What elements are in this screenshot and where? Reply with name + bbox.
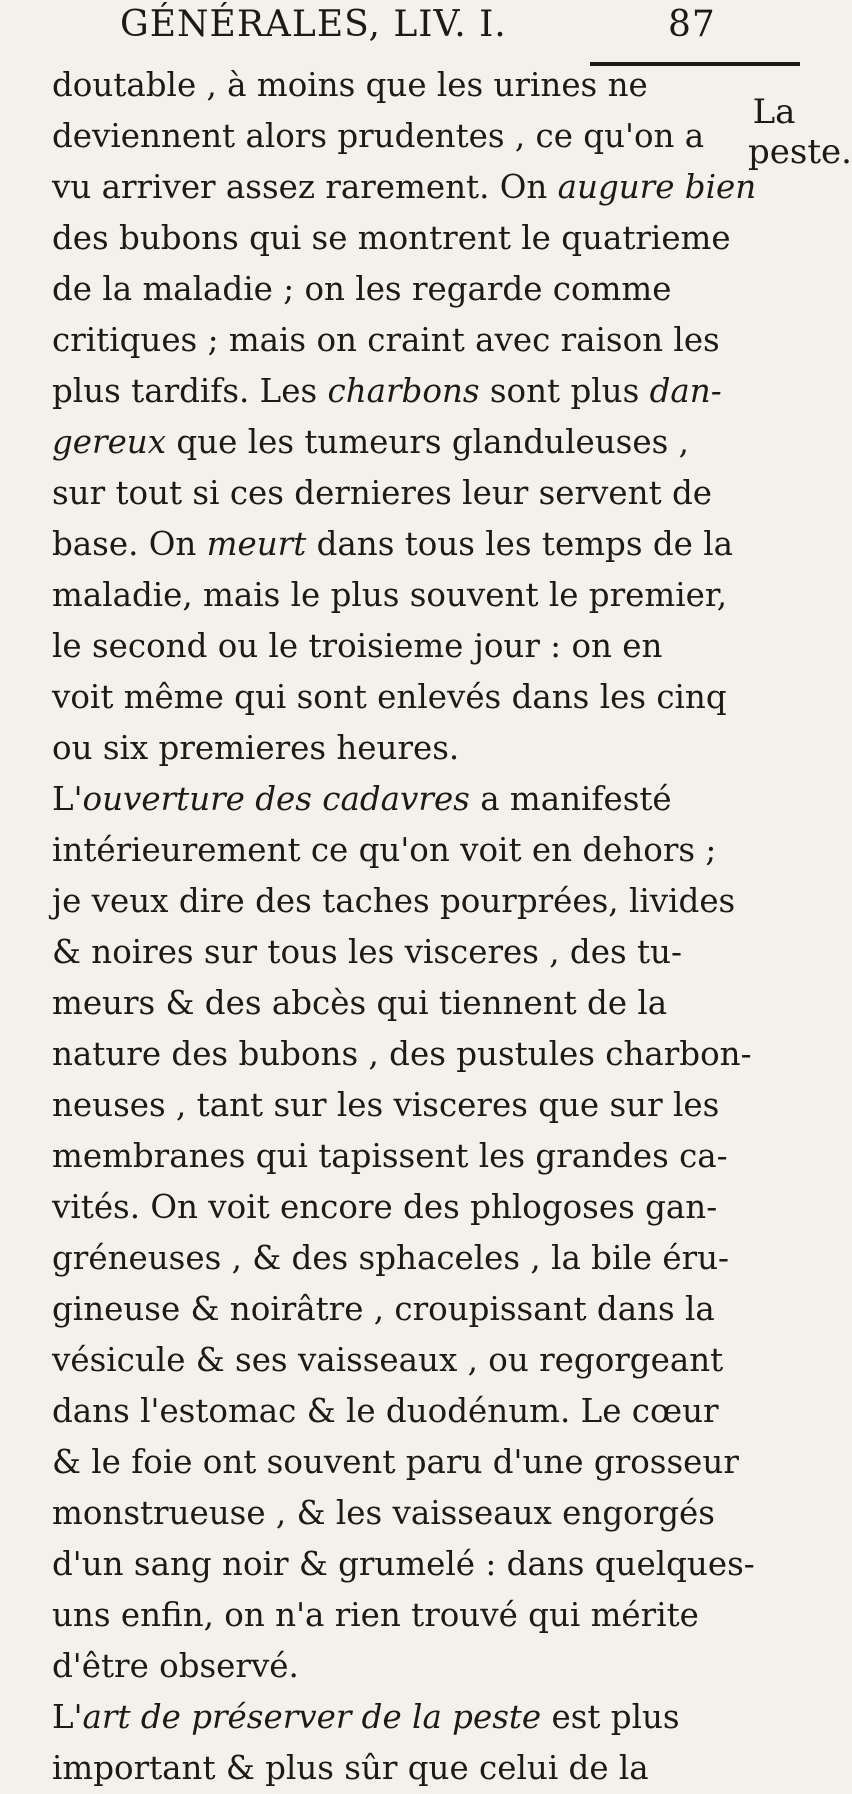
text-line — [52, 570, 800, 621]
text-run: des bubons qui se montrent le quatrieme — [52, 219, 731, 257]
text-run: a manifesté — [469, 780, 672, 818]
text-line — [52, 1743, 800, 1794]
text-run: maladie, mais le plus souvent le premier, — [52, 576, 728, 614]
body-text — [52, 60, 852, 1794]
text-run: base. On — [52, 525, 207, 563]
text-line — [52, 1182, 800, 1233]
text-run: sont plus — [479, 372, 650, 410]
text-run: voit même qui sont enlevés dans les cinq — [52, 678, 727, 716]
text-line — [52, 1131, 800, 1182]
text-run: intérieurement ce qu'on voit en dehors ; — [52, 831, 717, 869]
text-line — [52, 213, 800, 264]
text-run: nature des bubons , des pustules charbon- — [52, 1035, 752, 1073]
text-run: le second ou le troisieme jour : on en — [52, 627, 663, 665]
text-run: charbons — [327, 372, 480, 410]
text-run: plus tardifs. Les — [52, 372, 328, 410]
text-line — [52, 1488, 800, 1539]
text-run: est plus — [541, 1698, 680, 1736]
text-run: que les tumeurs glanduleuses , — [166, 423, 689, 461]
text-run: dan- — [649, 372, 722, 410]
text-run: vésicule & ses vaisseaux , ou regorgeant — [52, 1341, 724, 1379]
text-run: neuses , tant sur les visceres que sur les — [52, 1086, 720, 1124]
text-run: sur tout si ces dernieres leur servent de — [52, 474, 713, 512]
text-run: gineuse & noirâtre , croupissant dans la — [52, 1290, 715, 1328]
text-line — [52, 1335, 800, 1386]
text-line — [52, 366, 800, 417]
text-line — [52, 315, 800, 366]
text-run: monstrueuse , & les vaisseaux engorgés — [52, 1494, 715, 1532]
text-run: augure bien — [557, 168, 757, 206]
text-run: ouverture des cadavres — [82, 780, 470, 818]
text-line — [52, 111, 800, 162]
text-run: meurt — [206, 525, 307, 563]
text-line — [52, 1386, 800, 1437]
text-line — [52, 1437, 800, 1488]
text-line — [52, 774, 800, 825]
text-line — [52, 417, 800, 468]
text-line — [52, 1080, 800, 1131]
text-run: meurs & des abcès qui tiennent de la — [52, 984, 668, 1022]
text-run: important & plus sûr que celui de la — [52, 1749, 649, 1787]
text-line — [52, 723, 800, 774]
text-line — [52, 60, 800, 111]
text-line — [52, 978, 800, 1029]
text-line — [52, 519, 800, 570]
text-line — [52, 1539, 800, 1590]
text-line — [52, 1641, 800, 1692]
margin-note: La peste. — [748, 92, 852, 172]
text-run: dans l'estomac & le duodénum. Le cœur — [52, 1392, 719, 1430]
text-run: gereux — [52, 423, 167, 461]
text-run: dans tous les temps de la — [306, 525, 733, 563]
text-run: d'être observé. — [52, 1647, 299, 1685]
text-line — [52, 927, 800, 978]
text-line — [52, 468, 800, 519]
text-run: gréneuses , & des sphaceles , la bile éru- — [52, 1239, 730, 1277]
text-line — [52, 1233, 800, 1284]
text-line — [52, 825, 800, 876]
text-line — [52, 672, 800, 723]
text-run: vités. On voit encore des phlogoses gan- — [52, 1188, 718, 1226]
running-head-title: GÉNÉRALES, LIV. I. — [120, 4, 507, 45]
text-line — [52, 1284, 800, 1335]
text-run: uns enfin, on n'a rien trouvé qui mérite — [52, 1596, 699, 1634]
text-run: membranes qui tapissent les grandes ca- — [52, 1137, 728, 1175]
text-run: doutable , à moins que les urines ne — [52, 66, 648, 104]
text-line — [52, 621, 800, 672]
text-line — [52, 1029, 800, 1080]
text-run: de la maladie ; on les regarde comme — [52, 270, 672, 308]
text-line — [52, 162, 800, 213]
text-line — [52, 876, 800, 927]
text-run: L' — [52, 780, 83, 818]
text-run: vu arriver assez rarement. On — [52, 168, 558, 206]
text-line — [52, 1692, 800, 1743]
running-head — [120, 4, 716, 45]
text-run: ou six premieres heures. — [52, 729, 460, 767]
text-run: L' — [52, 1698, 83, 1736]
text-run: je veux dire des taches pourprées, livides — [52, 882, 736, 920]
text-run: & le foie ont souvent paru d'une grosseur — [52, 1443, 739, 1481]
page-number: 87 — [668, 4, 716, 45]
text-line — [52, 264, 800, 315]
text-run: deviennent alors prudentes , ce qu'on a — [52, 117, 705, 155]
text-run: & noires sur tous les visceres , des tu- — [52, 933, 682, 971]
text-line — [52, 1590, 800, 1641]
text-run: art de préserver de la peste — [82, 1698, 542, 1736]
text-run: critiques ; mais on craint avec raison les — [52, 321, 720, 359]
text-run: d'un sang noir & grumelé : dans quelques- — [52, 1545, 755, 1583]
